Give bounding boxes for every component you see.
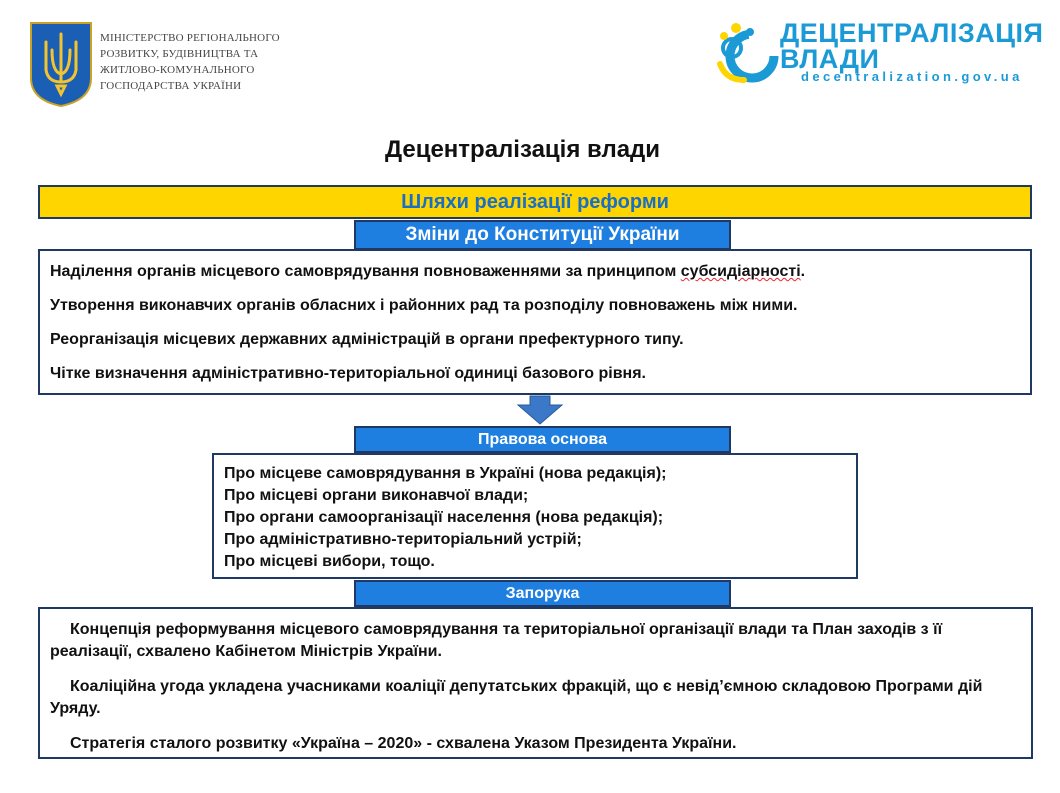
- legal-item-3: Про органи самоорганізації населення (нова редакція);: [224, 509, 664, 526]
- constitution-item-1-end: .: [800, 263, 806, 280]
- down-arrow-icon: [515, 395, 565, 425]
- constitution-item-2: Утворення виконавчих органів обласних і районних рад та розподілу повноважень між ними.: [50, 297, 798, 314]
- logo-url[interactable]: decentralization.gov.ua: [801, 69, 1023, 84]
- ministry-line-1: МІНІСТЕРСТВО РЕГІОНАЛЬНОГО: [100, 32, 280, 44]
- constitution-changes-heading: Зміни до Конституції України: [354, 220, 731, 250]
- ministry-name: [100, 30, 290, 94]
- reform-paths-banner-text: Шляхи реалізації реформи: [401, 190, 669, 213]
- decentralization-logo-icon: [712, 18, 782, 88]
- logo-title-line-2: ВЛАДИ: [780, 44, 880, 74]
- coat-of-arms-icon: [28, 20, 94, 108]
- reform-paths-banner: [38, 185, 1032, 219]
- ministry-line-3: ЖИТЛОВО-КОМУНАЛЬНОГО: [100, 64, 255, 76]
- guarantee-item-2: Коаліційна угода укладена учасниками коаліції депутатських фракцій, що є невід’ємною складовою Програми дій Уряду.: [50, 678, 983, 717]
- page-title: Децентралізація влади: [384, 136, 661, 163]
- guarantee-heading: Запорука: [354, 580, 731, 607]
- constitution-item-4: Чітке визначення адміністративно-територіальної одиниці базового рівня.: [50, 365, 646, 382]
- constitution-item-1-text: Наділення органів місцевого самоврядування повноваженнями за принципом: [50, 263, 681, 280]
- legal-basis-box: [212, 453, 858, 579]
- guarantee-item-3: Стратегія сталого розвитку «Україна – 2020» - схвалена Указом Президента України.: [70, 735, 737, 752]
- constitution-item-1-keyword: субсидіарності: [680, 263, 801, 280]
- constitution-item-1: [50, 263, 1020, 280]
- guarantee-box: [38, 607, 1033, 759]
- constitution-item-3: Реорганізація місцевих державних адміністрацій в органи префектурного типу.: [50, 331, 684, 348]
- legal-item-1: Про місцеве самоврядування в Україні (нова редакція);: [224, 465, 667, 482]
- legal-item-4: Про адміністративно-територіальний устрій;: [224, 531, 582, 548]
- ministry-line-2: РОЗВИТКУ, БУДІВНИЦТВА ТА: [100, 48, 259, 60]
- ministry-line-4: ГОСПОДАРСТВА УКРАЇНИ: [100, 80, 242, 92]
- constitution-changes-box: [38, 249, 1032, 395]
- legal-basis-heading: Правова основа: [354, 426, 731, 453]
- legal-item-5: Про місцеві вибори, тощо.: [224, 553, 435, 570]
- guarantee-item-1: Концепція реформування місцевого самоврядування та територіальної організації влади та План заходів з її реалізації, схвалено Кабінетом Міністрів України.: [50, 621, 943, 660]
- logo-title-line-1: ДЕЦЕНТРАЛІЗАЦІЯ: [780, 18, 1044, 48]
- legal-item-2: Про місцеві органи виконавчої влади;: [224, 487, 529, 504]
